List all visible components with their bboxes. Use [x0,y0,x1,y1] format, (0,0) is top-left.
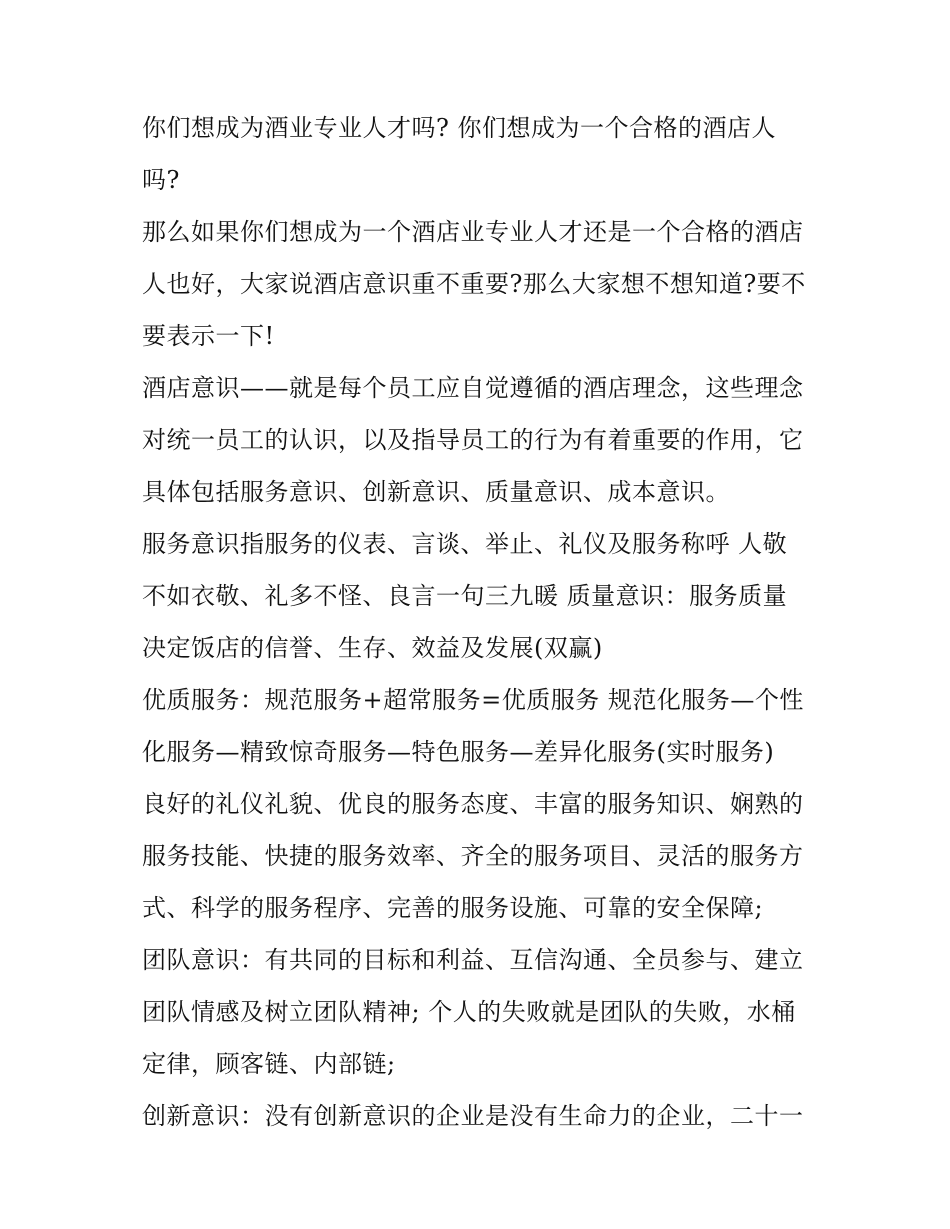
text-line: 团队情感及树立团队精神; 个人的失败就是团队的失败，水桶 [142,998,796,1026]
text-line: 那么如果你们想成为一个酒店业专业人才还是一个合格的酒店 [142,218,804,246]
text-line: 具体包括服务意识、创新意识、质量意识、成本意识。 [142,478,730,506]
text-line: 服务意识指服务的仪表、言谈、举止、礼仪及服务称呼 人敬 [142,530,788,558]
text-line: 吗? [142,166,180,194]
text-line: 化服务—精致惊奇服务—特色服务—差异化服务(实时服务) [142,738,775,766]
text-line: 团队意识：有共同的目标和利益、互信沟通、全员参与、建立 [142,946,804,974]
text-line: 不如衣敬、礼多不怪、良言一句三九暖 质量意识：服务质量 [142,582,788,610]
text-line: 对统一员工的认识，以及指导员工的行为有着重要的作用，它 [142,426,804,454]
text-line: 优质服务：规范服务+超常服务=优质服务 规范化服务—个性 [142,686,804,714]
text-line: 你们想成为酒业专业人才吗? 你们想成为一个合格的酒店人 [142,114,776,142]
text-line: 式、科学的服务程序、完善的服务设施、可靠的安全保障; [142,894,764,922]
text-line: 酒店意识——就是每个员工应自觉遵循的酒店理念，这些理念 [142,374,804,402]
text-line: 创新意识：没有创新意识的企业是没有生命力的企业，二十一 [142,1102,804,1130]
text-line: 决定饭店的信誉、生存、效益及发展(双赢) [142,634,603,662]
document-body [142,102,822,1142]
text-line: 定律，顾客链、内部链; [142,1050,396,1078]
text-line: 良好的礼仪礼貌、优良的服务态度、丰富的服务知识、娴熟的 [142,790,804,818]
text-line: 服务技能、快捷的服务效率、齐全的服务项目、灵活的服务方 [142,842,804,870]
text-line: 人也好，大家说酒店意识重不重要?那么大家想不想知道?要不 [142,270,806,298]
text-line: 要表示一下! [142,322,275,350]
